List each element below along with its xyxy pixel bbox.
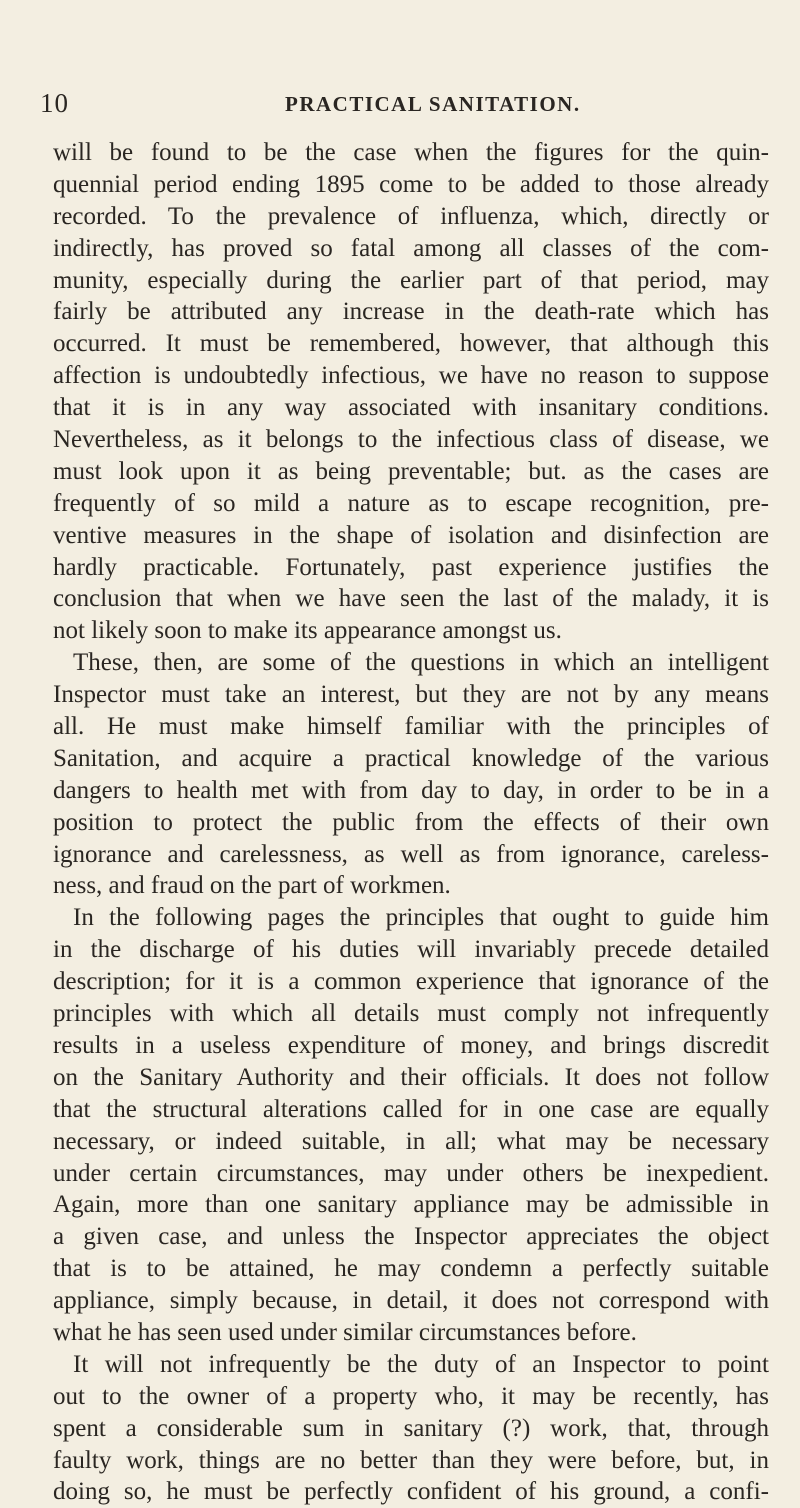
text-line: not likely soon to make its appearance amongst us. (53, 617, 562, 645)
text-line: appliance, simply because, in detail, it does not correspond with (53, 1287, 769, 1315)
running-head (40, 88, 775, 118)
body-text (53, 137, 769, 1508)
text-line: must look upon it as being preventable; but. as the cases are (53, 457, 769, 485)
text-line: These, then, are some of the questions in which an intelligent (73, 649, 769, 677)
text-line: out to the owner of a property who, it may be recently, has (53, 1382, 769, 1410)
text-line: indirectly, has proved so fatal among all classes of the com- (53, 234, 769, 262)
text-line: on the Sanitary Authority and their officials. It does not follow (53, 1063, 769, 1091)
text-line: frequently of so mild a nature as to escape recognition, pre- (53, 489, 769, 517)
text-line: munity, especially during the earlier part of that period, may (53, 266, 769, 294)
text-line: will be found to be the case when the figures for the quin- (53, 139, 769, 166)
text-line: necessary, or indeed suitable, in all; what may be necessary (53, 1127, 769, 1155)
text-line: faulty work, things are no better than they were before, but, in (53, 1446, 769, 1474)
running-title: PRACTICAL SANITATION. (285, 92, 581, 116)
text-line: doing so, he must be perfectly confident of his ground, a confi- (53, 1478, 769, 1506)
text-line: hardly practicable. Fortunately, past experience justifies the (53, 553, 769, 581)
text-line: what he has seen used under similar circumstances before. (53, 1318, 637, 1346)
text-line: ignorance and carelessness, as well as from ignorance, careless- (53, 840, 769, 868)
text-line: occurred. It must be remembered, however, that although this (53, 330, 769, 358)
text-line: position to protect the public from the effects of their own (53, 808, 769, 836)
text-line: in the discharge of his duties will invariably precede detailed (53, 936, 769, 964)
text-line: fairly be attributed any increase in the death-rate which has (53, 298, 769, 326)
text-line: principles with which all details must comply not infrequently (53, 1000, 769, 1028)
text-line: conclusion that when we have seen the last of the malady, it is (53, 585, 769, 613)
text-line: that is to be attained, he may condemn a perfectly suitable (53, 1255, 769, 1283)
text-line: results in a useless expenditure of money, and brings discredit (53, 1031, 769, 1059)
text-line: a given case, and unless the Inspector appreciates the object (53, 1223, 769, 1251)
page-number: 10 (40, 88, 69, 118)
text-line: affection is undoubtedly infectious, we have no reason to suppose (53, 362, 769, 390)
text-line: ness, and fraud on the part of workmen. (53, 872, 451, 900)
text-line: ventive measures in the shape of isolation and disinfection are (53, 521, 769, 549)
text-line: description; for it is a common experience that ignorance of the (53, 968, 769, 996)
text-line: In the following pages the principles that ought to guide him (73, 904, 769, 932)
text-line: It will not infrequently be the duty of an Inspector to point (73, 1350, 769, 1378)
text-line: that the structural alterations called for in one case are equally (53, 1095, 769, 1123)
text-line: recorded. To the prevalence of influenza, which, directly or (53, 202, 769, 230)
text-line: dangers to health met with from day to day, in order to be in a (53, 776, 769, 804)
text-line: that it is in any way associated with insanitary conditions. (53, 394, 769, 422)
text-line: all. He must make himself familiar with the principles of (53, 713, 769, 741)
text-line: spent a considerable sum in sanitary (?) work, that, through (53, 1414, 769, 1442)
text-line: quennial period ending 1895 come to be added to those already (53, 170, 769, 198)
text-line: under certain circumstances, may under others be inexpedient. (53, 1159, 769, 1187)
text-line: Again, more than one sanitary appliance may be admissible in (53, 1191, 769, 1219)
text-line: Inspector must take an interest, but they are not by any means (53, 681, 769, 709)
text-line: Nevertheless, as it belongs to the infectious class of disease, we (53, 426, 769, 454)
text-line: Sanitation, and acquire a practical knowledge of the various (53, 744, 769, 772)
